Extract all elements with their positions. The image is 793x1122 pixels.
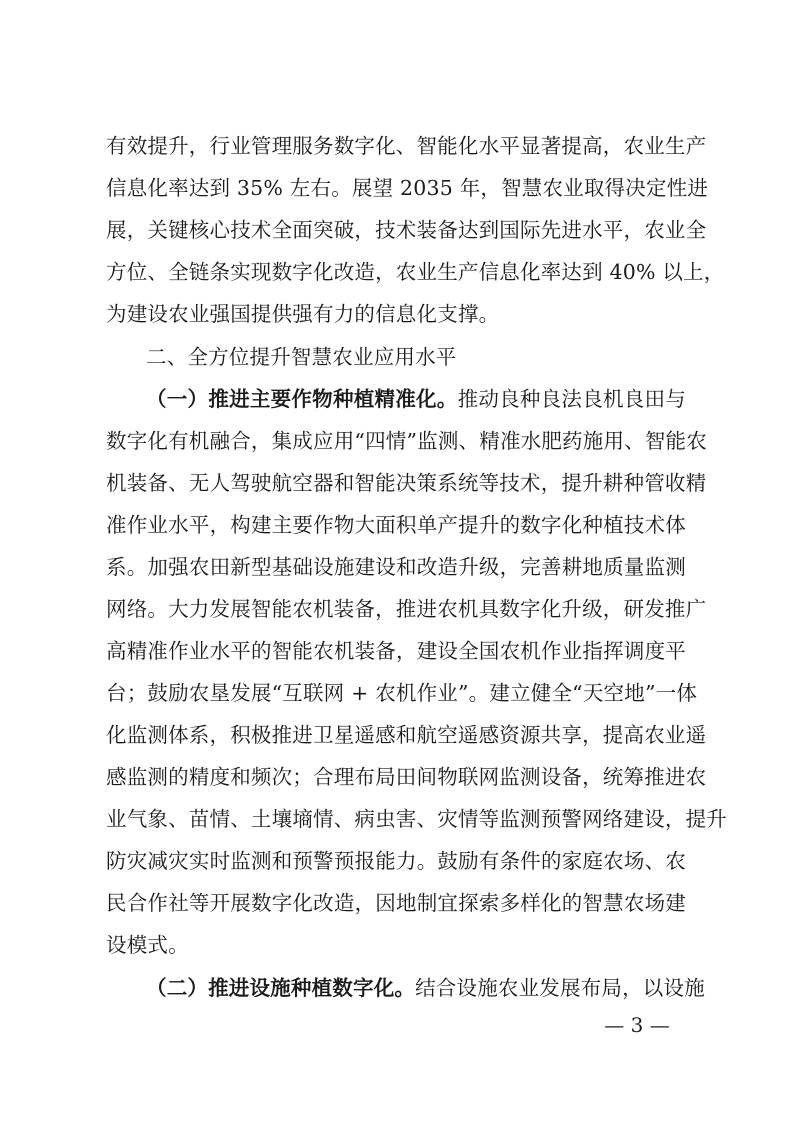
subsection-first-line [146, 970, 705, 1006]
paragraph-line: 准作业水平，构建主要作物大面积单产提升的数字化种植技术体 [106, 513, 686, 537]
paragraph-line: 数字化有机融合，集成应用“四情”监测、精准水肥药施用、智能农 [106, 429, 707, 453]
subsection-text: 结合设施农业发展布局，以设施 [415, 976, 705, 1000]
paragraph-line: 展，关键核心技术全面突破，技术装备达到国际先进水平，农业全 [106, 218, 707, 242]
paragraph-line: 化监测体系，积极推进卫星遥感和航空遥感资源共享，提高农业遥 [106, 723, 707, 747]
paragraph-line: 方位、全链条实现数字化改造，农业生产信息化率达到 40% 以上， [106, 260, 725, 284]
paragraph-line: 防灾减灾实时监测和预警预报能力。鼓励有条件的家庭农场、农 [106, 849, 686, 873]
subsection-first-line [146, 381, 686, 417]
paragraph-line: 台；鼓励农垦发展“互联网 + 农机作业”。建立健全“天空地”一体 [106, 681, 698, 705]
paragraph-line: 机装备、无人驾驶航空器和智能决策系统等技术，提升耕种管收精 [106, 471, 707, 495]
subsection-title: （二）推进设施种植数字化。 [146, 976, 416, 1000]
page-number: — 3 — [604, 1013, 670, 1037]
paragraph-line: 有效提升，行业管理服务数字化、智能化水平显著提高，农业生产 [106, 134, 707, 158]
paragraph-line: 系。加强农田新型基础设施建设和改造升级，完善耕地质量监测 [106, 555, 686, 579]
paragraph-line: 感监测的精度和频次；合理布局田间物联网监测设备，统筹推进农 [106, 765, 707, 789]
paragraph-line: 为建设农业强国提供强有力的信息化支撑。 [106, 302, 500, 326]
paragraph-line: 信息化率达到 35% 左右。展望 2035 年，智慧农业取得决定性进 [106, 176, 709, 200]
paragraph-line: 民合作社等开展数字化改造，因地制宜探索多样化的智慧农场建 [106, 891, 686, 915]
paragraph-line: 业气象、苗情、土壤墒情、病虫害、灾情等监测预警网络建设，提升 [106, 807, 727, 831]
paragraph-line: 高精准作业水平的智能农机装备，建设全国农机作业指挥调度平 [106, 639, 686, 663]
paragraph-line: 网络。大力发展智能农机装备，推进农机具数字化升级，研发推广 [106, 597, 707, 621]
paragraph-line: 设模式。 [106, 933, 189, 957]
subsection-text: 推动良种良法良机良田与 [457, 387, 686, 411]
subsection-title: （一）推进主要作物种植精准化。 [146, 387, 458, 411]
section-heading: 二、全方位提升智慧农业应用水平 [146, 345, 457, 369]
